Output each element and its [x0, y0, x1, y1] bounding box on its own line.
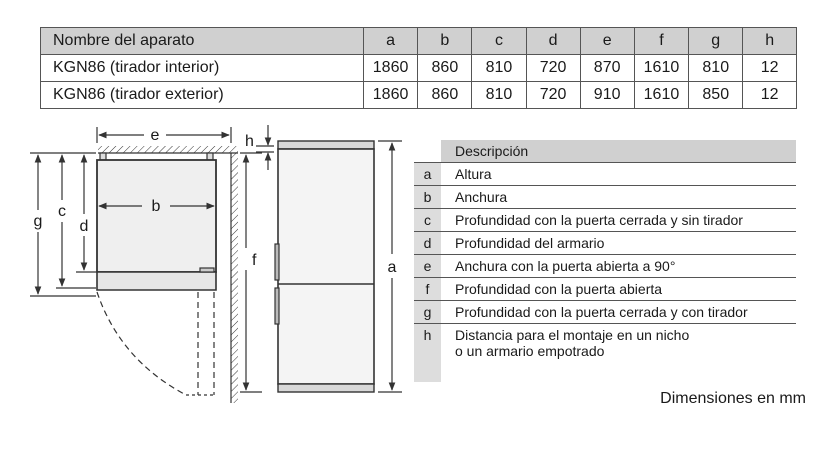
legend-letter: a [414, 163, 441, 185]
upper-door-handle [275, 244, 279, 280]
cell-b: 860 [418, 55, 472, 82]
legend-text: Profundidad del armario [455, 235, 605, 251]
side-view-fridge [275, 141, 402, 392]
legend-text: Altura [455, 166, 492, 182]
cell-a: 1860 [363, 82, 418, 109]
cell-name: KGN86 (tirador interior) [41, 55, 364, 82]
label-a: a [387, 259, 397, 276]
legend-text-line: o un armario empotrado [455, 343, 605, 359]
legend-letter: h [414, 324, 441, 382]
label-f: f [252, 252, 257, 269]
legend-item-d [414, 232, 796, 255]
legend-letter: b [414, 186, 441, 208]
legend-letter: g [414, 301, 441, 323]
header-appliance-name: Nombre del aparato [41, 28, 364, 55]
header-a: a [363, 28, 418, 55]
side-body [278, 149, 374, 384]
legend-item-a [414, 163, 796, 186]
label-g: g [33, 213, 43, 230]
side-plinth [278, 384, 374, 392]
cell-c: 810 [472, 55, 526, 82]
legend-text: Profundidad con la puerta cerrada y con tirador [455, 304, 748, 320]
header-h: h [743, 28, 797, 55]
label-c: c [58, 203, 66, 220]
cell-h: 12 [743, 82, 797, 109]
wall-hatch-top [98, 146, 238, 153]
cell-a: 1860 [363, 55, 418, 82]
cell-h: 12 [743, 55, 797, 82]
cell-d: 720 [526, 82, 580, 109]
header-c: c [472, 28, 526, 55]
cell-f: 1610 [634, 55, 689, 82]
side-top-cover [278, 141, 374, 149]
wall-hatch-side [231, 153, 238, 403]
header-d: d [526, 28, 580, 55]
header-b: b [418, 28, 472, 55]
legend-text: Anchura con la puerta abierta a 90° [455, 258, 676, 274]
cell-c: 810 [472, 82, 526, 109]
label-h: h [245, 133, 254, 150]
label-b: b [151, 198, 161, 215]
hinge-right [207, 153, 213, 160]
dimensions-table [40, 27, 797, 109]
door-swing-arc [97, 292, 186, 395]
header-f: f [634, 28, 689, 55]
cell-g: 810 [689, 55, 743, 82]
legend-text: Profundidad con la puerta abierta [455, 281, 663, 297]
legend-header: Descripción [441, 140, 796, 162]
legend-letter: d [414, 232, 441, 254]
cell-d: 720 [526, 55, 580, 82]
legend-item-f [414, 278, 796, 301]
label-d: d [79, 218, 89, 235]
fridge-dimension-drawing [0, 112, 420, 412]
legend-text [441, 324, 796, 362]
legend-text: Profundidad con la puerta cerrada y sin tirador [455, 212, 743, 228]
legend-text: Anchura [455, 189, 508, 205]
header-e: e [580, 28, 634, 55]
cell-g: 850 [689, 82, 743, 109]
legend-header-row [414, 140, 796, 163]
legend-letter: f [414, 278, 441, 300]
table-row [41, 82, 797, 109]
legend-letter: e [414, 255, 441, 277]
top-view-fridge [30, 125, 274, 403]
cell-f: 1610 [634, 82, 689, 109]
cell-b: 860 [418, 82, 472, 109]
dimension-legend [414, 140, 796, 382]
header-g: g [689, 28, 743, 55]
legend-item-c [414, 209, 796, 232]
cell-e: 910 [580, 82, 634, 109]
legend-text-line: Distancia para el montaje en un nicho [455, 327, 690, 343]
legend-item-g [414, 301, 796, 324]
legend-item-b [414, 186, 796, 209]
legend-letter: c [414, 209, 441, 231]
hinge-left [100, 153, 106, 160]
cell-name: KGN86 (tirador exterior) [41, 82, 364, 109]
fridge-door-top [97, 272, 216, 290]
units-note: Dimensiones en mm [660, 390, 806, 407]
door-handle-top [200, 268, 214, 272]
legend-item-h [414, 324, 796, 382]
table-row [41, 55, 797, 82]
label-e: e [150, 127, 160, 144]
table-header-row [41, 28, 797, 55]
cell-e: 870 [580, 55, 634, 82]
fridge-body-top [97, 160, 216, 272]
lower-door-handle [275, 288, 279, 324]
legend-item-e [414, 255, 796, 278]
